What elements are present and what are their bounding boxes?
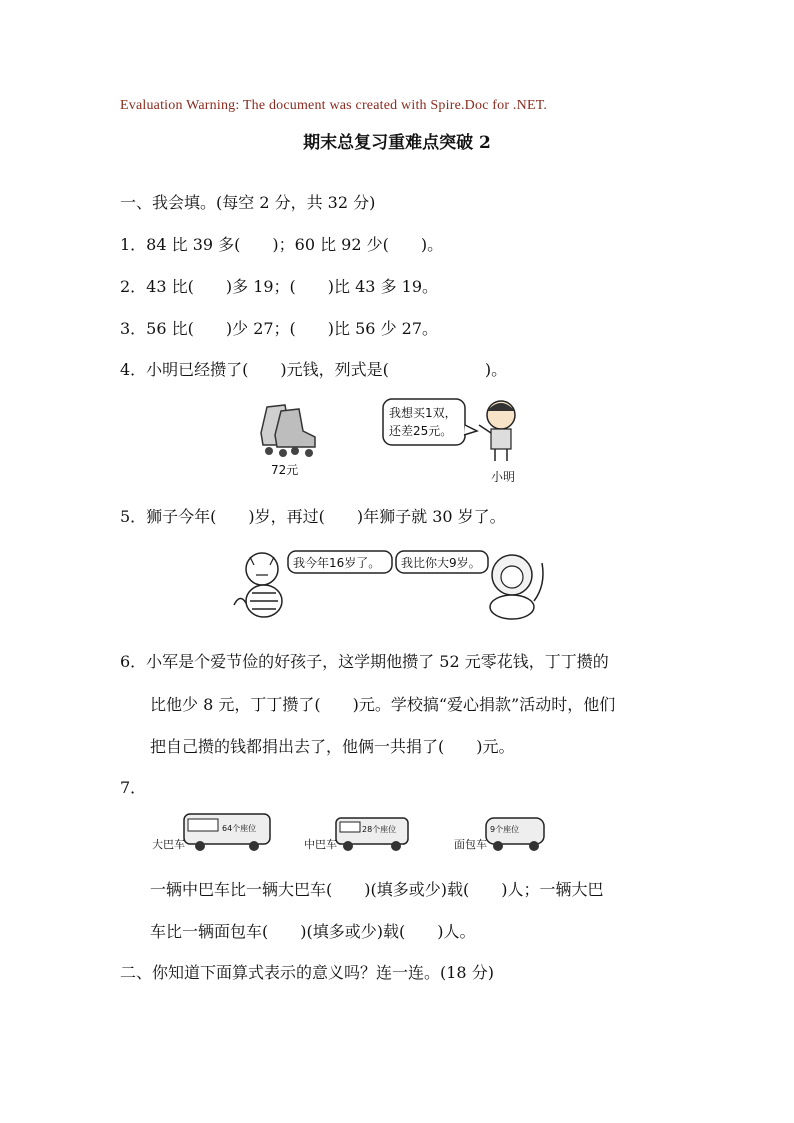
van-icon [486,818,544,851]
evaluation-warning: Evaluation Warning: The document was created with Spire.Doc for .NET. [120,98,548,113]
bubble-line-1: 我想买1双， [389,406,457,420]
lion-icon [490,555,543,619]
q4-figure [255,395,525,485]
tiger-icon [234,553,282,617]
bubble-right-text: 我比你大9岁。 [401,556,481,570]
question-3: 3．56 比( )少 27；( )比 56 少 27。 [120,319,439,338]
speech-bubble-right [396,551,488,573]
question-5: 5．狮子今年( )岁，再过( )年狮子就 30 岁了。 [120,507,506,526]
big-bus-seats: 64个座位 [222,824,257,833]
section2-heading: 二、你知道下面算式表示的意义吗？连一连。(18 分) [120,963,494,982]
q5-figure [230,545,550,625]
tiger-and-lion-illustration [230,545,550,625]
speech-bubble [383,399,477,445]
section1-heading: 一、我会填。(每空 2 分，共 32 分) [120,193,376,212]
skates-icon [261,405,315,457]
question-4: 4．小明已经攒了( )元钱，列式是( )。 [120,360,508,379]
question-7-line-1: 一辆中巴车比一辆大巴车( )(填多或少)载( )人；一辆大巴 [150,880,604,899]
middle-bus-label: 中巴车 [304,838,337,851]
van-seats: 9个座位 [490,825,520,834]
bubble-left-text: 我今年16岁了。 [293,556,381,570]
middle-bus-icon [336,818,408,851]
q7-figure [150,808,560,858]
question-6-line-2: 比他少 8 元，丁丁攒了( )元。学校搞“爱心捐款”活动时，他们 [150,695,616,714]
question-1: 1．84 比 39 多( )；60 比 92 少( )。 [120,235,444,254]
van-label: 面包车 [454,838,487,851]
bubble-line-2: 还差25元。 [389,424,453,438]
question-6-line-1: 6．小军是个爱节俭的好孩子，这学期他攒了 52 元零花钱，丁丁攒的 [120,652,609,671]
question-7-number: 7． [120,778,147,797]
skates-price: 72元 [271,463,299,477]
middle-bus-seats: 28个座位 [362,825,397,834]
boy-name: 小明 [491,470,516,484]
question-7-line-2: 车比一辆面包车( )(填多或少)载( )人。 [150,922,476,941]
boy-icon [479,401,515,461]
big-bus-label: 大巴车 [152,838,185,851]
page-title: 期末总复习重难点突破 2 [303,133,491,153]
vehicles-illustration [150,808,560,858]
speech-bubble-left [288,551,392,573]
question-6-line-3: 把自己攒的钱都捐出去了，他俩一共捐了( )元。 [150,737,515,756]
skates-and-boy-illustration [255,395,525,485]
question-2: 2．43 比( )多 19；( )比 43 多 19。 [120,277,439,296]
big-bus-icon [184,814,270,851]
